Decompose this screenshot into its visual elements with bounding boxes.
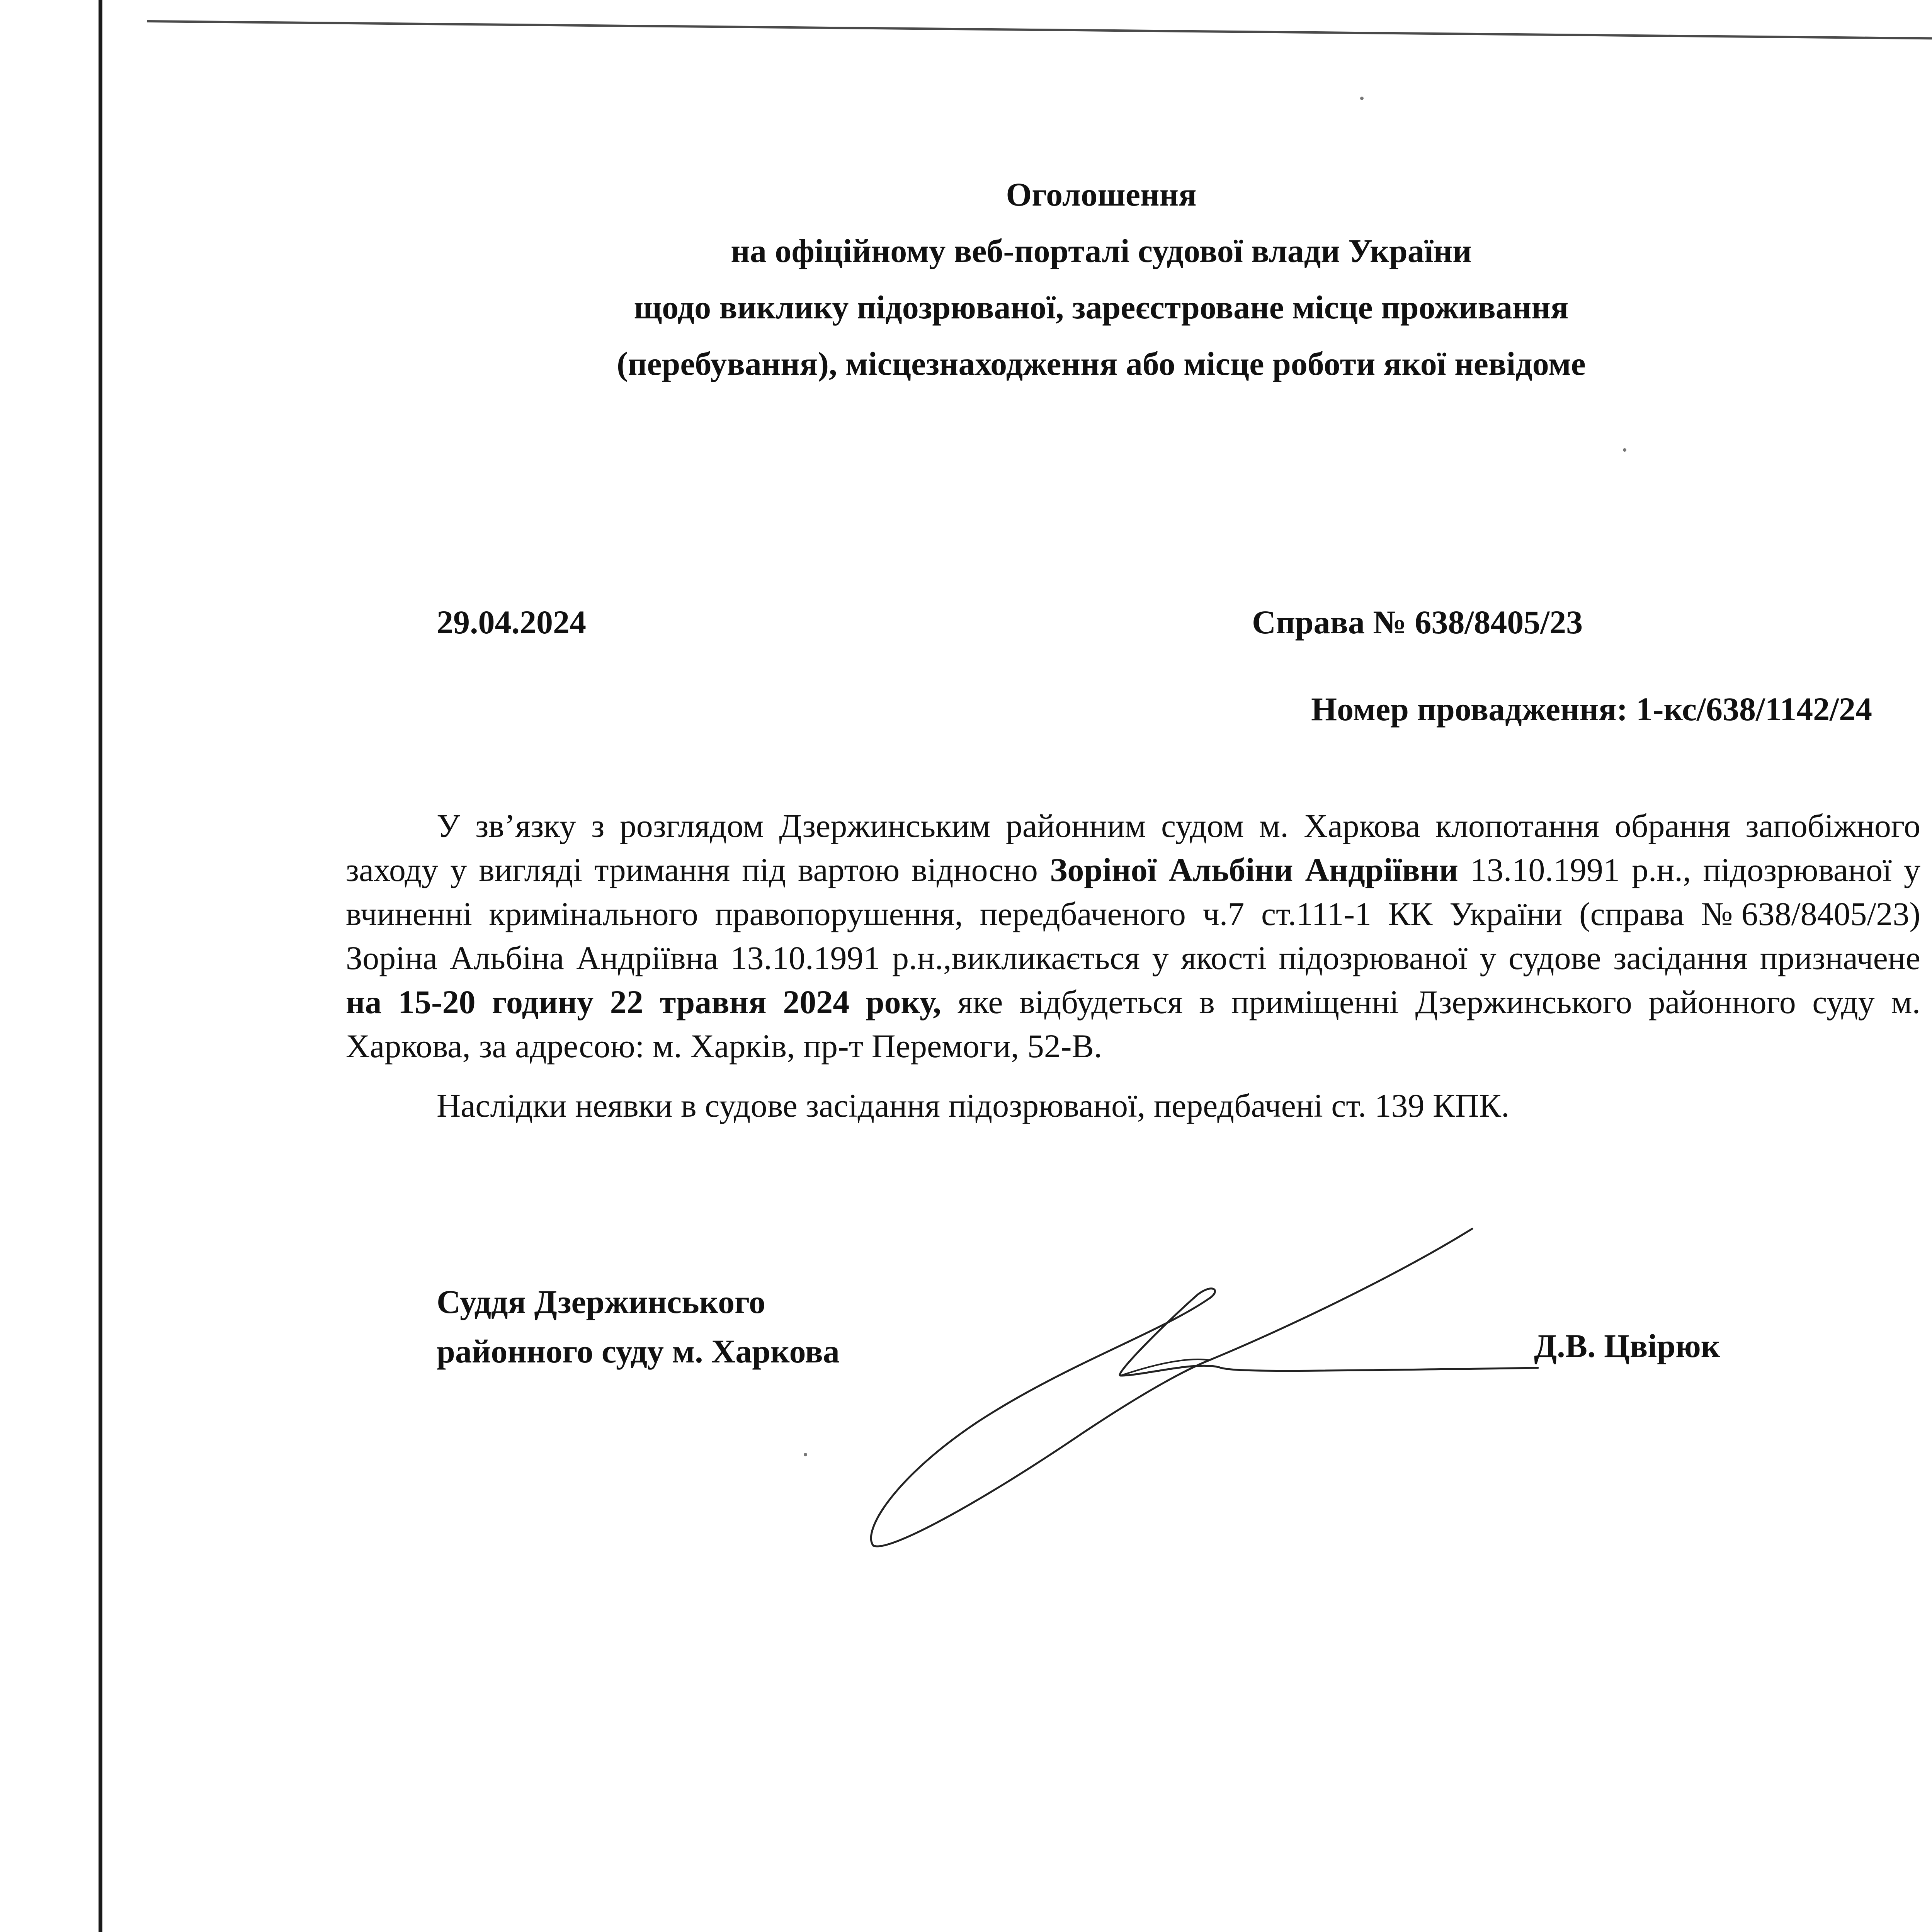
scan-speck [804,1453,807,1456]
body-paragraph-consequences: Наслідки неявки в судове засідання підозрюваної, передбачені ст. 139 КПК. [437,1087,1510,1124]
title-line: щодо виклику підозрюваної, зареєстроване місце проживання [634,289,1569,326]
document-title [425,166,1777,392]
body-text-segment: яке відбудеться в приміщенні Дзержинського районного суду м. Харкова, за адресою: м. Харків, пр-т Перемоги, 52-В. [346,983,1920,1065]
scan-edge [99,0,102,1932]
body-text-segment: 13.10.1991 р.н., підозрюваної у вчиненні кримінального правопорушення, передбаченого ч.7 ст.111-1 КК України (справа №638/8405/23) Зоріна Альбіна Андріївна 13.10.1991 р.н.,викликається у якості підозрюваної у судове засідання призначене [346,851,1920,976]
scan-speck [1360,97,1364,100]
handwritten-signature [850,1206,1546,1573]
judge-title-line: районного суду м. Харкова [437,1333,840,1370]
title-line: Оголошення [1006,176,1197,213]
case-number: Справа № 638/8405/23 [1252,604,1583,641]
proceeding-number: Номер провадження: 1-кс/638/1142/24 [1311,690,1872,728]
document-date: 29.04.2024 [437,604,586,641]
body-text-segment: У зв’язку з розглядом Дзержинським районним судом м. Харкова клопотання обрання запобіжного заходу у вигляді тримання під вартою відносно [346,807,1920,888]
suspect-name: Зоріної Альбіни Андріївни [1049,851,1458,888]
judge-title-line: Суддя Дзержинського [437,1283,765,1320]
scan-speck [1623,448,1626,452]
title-line: на офіційному веб-порталі судової влади України [731,232,1472,269]
scan-line-top [147,20,1932,41]
body-paragraph [346,804,1920,1068]
hearing-time: на 15-20 годину 22 травня 2024 року, [346,983,941,1020]
title-line: (перебування), місцезнаходження або місце роботи якої невідоме [617,345,1586,382]
document-body [346,804,1920,1128]
judge-title [437,1277,840,1376]
judge-name: Д.В. Цвірюк [1534,1327,1720,1364]
